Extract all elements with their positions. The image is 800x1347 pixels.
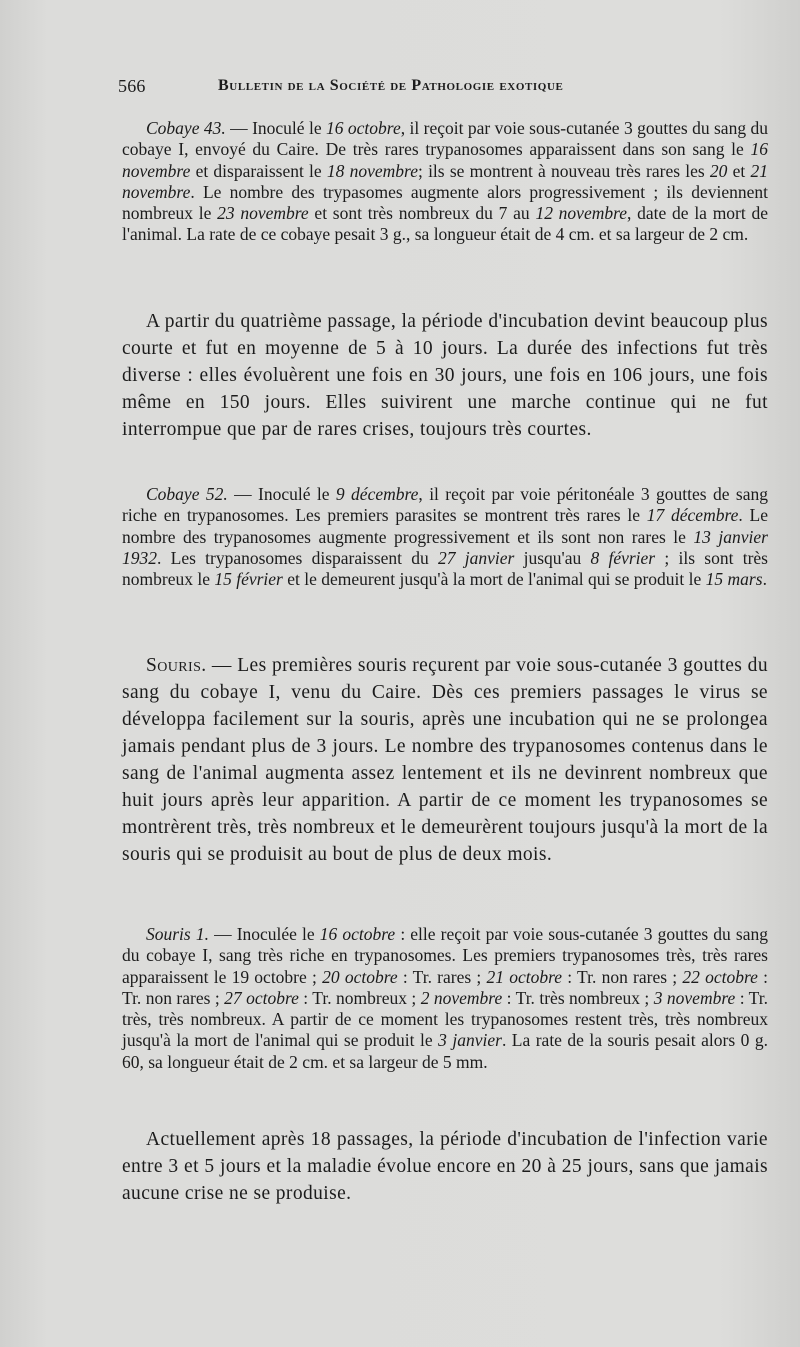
text: : Tr. rares ; [397,966,487,987]
text: , date de la mort de l'animal. La rate de ce cobaye pesait 3 g., sa longueur était de 4 cm. et sa largeur de 2 cm. [122,203,769,245]
text: — Les premières souris reçurent par voie sous-cutanée 3 gouttes du sang du cobaye I, venu du Caire. Dès ces premiers passages le virus se développa facilement sur la souris, après une incubation qui ne se prolongea jamais pendant plus de 3 jours. Le nombre des trypanosomes contenus dans le sang de l'animal augmenta assez lentement et ils ne devinrent nombreux que huit jours après leur apparition. A partir de ce moment les trypanosomes se montrèrent très, très nombreux et le demeurèrent toujours jusqu'à la mort de la souris qui se produisit au bout de plus de deux mois. [122,655,768,865]
text: : Tr. nombreux ; [298,987,421,1008]
text: ; ils se montrent à nouveau très rares les [417,160,710,181]
date: 16 novembre [122,139,768,181]
case-cobaye-52 [122,484,768,590]
section-label: Souris. [146,655,207,676]
date: 8 février [590,547,656,568]
date: 22 octobre [682,966,758,987]
date: 15 mars [705,569,763,590]
case-label: Souris 1. [146,924,209,944]
paragraph-incubation [122,308,768,443]
journal-title: Bulletin de la Société de Pathologie exotique [218,77,564,94]
text: : Tr. non rares ; [562,966,683,987]
text: et disparaissent le [190,160,327,181]
case-souris-1 [122,924,768,1073]
text: , il reçoit par voie péritonéale 3 gouttes de sang riche en trypanosomes. Les premiers parasites se montrent très rares le [122,484,768,526]
text: et [727,160,751,181]
date: 9 décembre [335,484,419,504]
paragraph [122,118,768,246]
date: 3 novembre [653,987,736,1008]
date: 2 novembre [420,987,503,1008]
date: 16 octobre [326,118,401,138]
paragraph [122,484,768,590]
text: . Les trypanosomes disparaissent du [157,547,439,568]
text: : elle reçoit par voie sous-cutanée 3 gouttes du sang du cobaye I, sang très riche en trypanosomes. Les premiers trypanosomes très, très rares apparaissent le 19 octobre ; [122,924,768,987]
date: 21 octobre [486,966,563,987]
text: . Le nombre des trypasomes augmente alors progressivement ; ils deviennent nombreux le [122,181,768,224]
text: . [762,569,767,590]
paragraph-conclusion [122,1126,768,1207]
date: 13 janvier 1932 [122,526,768,568]
paragraph: Actuellement après 18 passages, la période d'incubation de l'infection varie entre 3 et 5 jours et la maladie évolue encore en 20 à 25 jours, sans que jamais aucune crise ne se produise. [122,1129,768,1204]
text: — Inoculée le [208,924,320,944]
text: , il reçoit par voie sous-cutanée 3 gouttes du sang du cobaye I, envoyé du Caire. De très rares trypanosomes apparaissent dans son sang le [122,118,768,160]
text: : Tr. très nombreux ; [502,987,654,1008]
date: 3 janvier [438,1030,502,1051]
text: : Tr. très, très nombreux. A partir de ce moment les trypanosomes restent très, très nombreux jusqu'à la mort de l'animal qui se produit le [122,987,768,1051]
date: 12 novembre [535,203,628,224]
text: — Inoculé le [225,118,326,138]
date: 16 octobre [319,924,396,944]
text: et le demeurent jusqu'à la mort de l'animal qui se produit le [282,569,706,590]
date: 20 [709,160,728,181]
text: . La rate de la souris pesait alors 0 g. 60, sa longueur était de 2 cm. et sa largeur de 5 mm. [122,1030,768,1072]
date: 20 octobre [322,966,398,987]
text: . Le nombre des trypanosomes augmente progressivement et ils sont non rares le [122,505,768,547]
text: jusqu'au [514,547,591,568]
text: — Inoculé le [227,484,336,504]
paragraph: A partir du quatrième passage, la période d'incubation devint beaucoup plus courte et fut en moyenne de 5 à 10 jours. La durée des infections fut très diverse : elles évoluèrent une fois en 30 jours, une fois en 106 jours, une fois même en 150 jours. Elles suivirent une marche continue qui ne fut interrompue que par de rares crises, toujours très courtes. [122,311,768,440]
text: ; ils sont très nombreux le [122,547,768,590]
paragraph [122,652,768,868]
date: 21 novembre [122,160,768,202]
date: 17 décembre [646,505,739,526]
date: 23 novembre [217,203,309,224]
case-label: Cobaye 43. [146,118,226,138]
paragraph-souris [122,652,768,868]
text: : Tr. non rares ; [122,966,769,1008]
date: 27 janvier [438,547,515,568]
date: 15 février [214,569,283,590]
case-label: Cobaye 52. [146,484,228,504]
page-number: 566 [118,76,146,96]
date: 27 octobre [224,987,299,1008]
text: et sont très nombreux du 7 au [308,203,536,224]
paragraph [122,924,768,1073]
case-cobaye-43 [122,118,768,246]
date: 18 novembre [326,160,418,181]
